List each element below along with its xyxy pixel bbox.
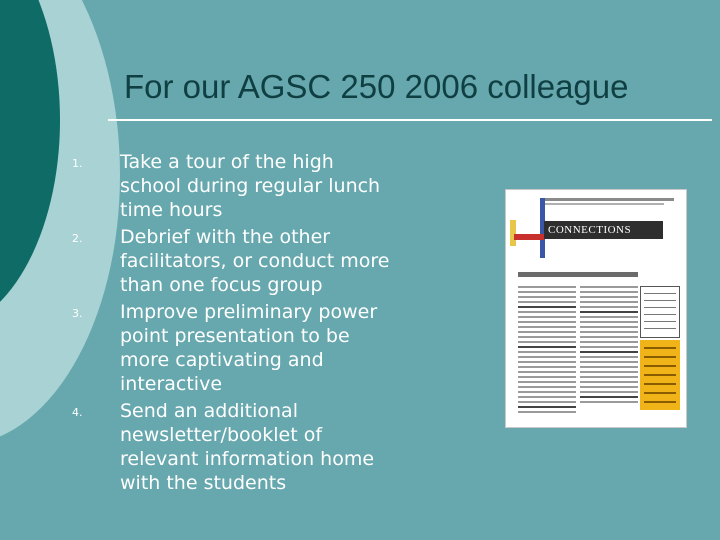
list-number: 2. bbox=[72, 232, 83, 245]
list-text: Debrief with the other facilitators, or conduct more than one focus group bbox=[120, 226, 390, 296]
newsletter-column-left bbox=[518, 286, 576, 416]
slide-title: For our AGSC 250 2006 colleague bbox=[124, 68, 629, 105]
list-number: 3. bbox=[72, 307, 83, 320]
newsletter-sidebar-box bbox=[640, 286, 680, 338]
list-item bbox=[72, 399, 392, 495]
newsletter-column-middle bbox=[580, 286, 638, 406]
list-item bbox=[72, 300, 392, 396]
list-text: Improve preliminary power point presentation to be more captivating and interactive bbox=[120, 301, 378, 395]
newsletter-subheader-line bbox=[544, 203, 664, 205]
newsletter-highlight-box bbox=[640, 340, 680, 410]
newsletter-masthead: CONNECTIONS bbox=[544, 221, 663, 239]
list-text: Send an additional newsletter/booklet of relevant information home with the students bbox=[120, 400, 375, 494]
numbered-list bbox=[72, 150, 392, 495]
list-text: Take a tour of the high school during regular lunch time hours bbox=[120, 151, 381, 221]
list-item bbox=[72, 225, 392, 297]
list-item bbox=[72, 150, 392, 222]
title-divider bbox=[108, 119, 712, 121]
newsletter-article-heading bbox=[518, 272, 638, 277]
newsletter-accent-yellow bbox=[510, 220, 516, 246]
newsletter-header-line bbox=[544, 198, 674, 201]
list-number: 1. bbox=[72, 157, 83, 170]
newsletter-image bbox=[505, 189, 687, 428]
list-number: 4. bbox=[72, 406, 83, 419]
newsletter-accent-red bbox=[514, 234, 544, 240]
